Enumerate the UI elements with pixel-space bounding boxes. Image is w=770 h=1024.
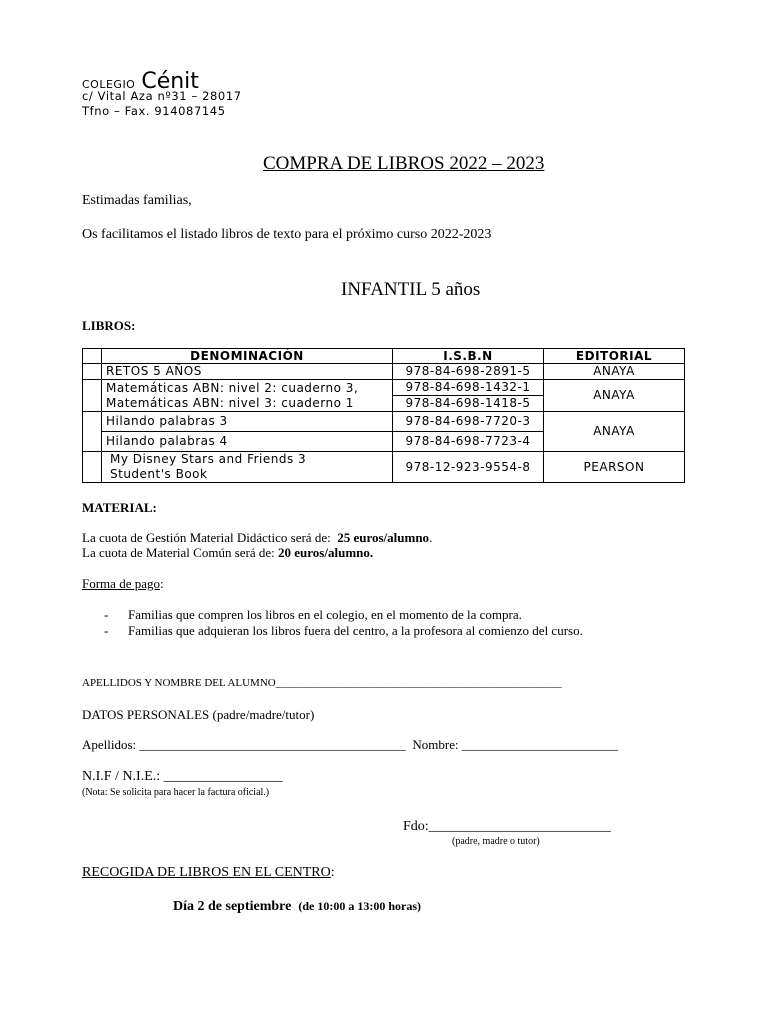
book-name-line: Matemáticas ABN: nivel 3: cuaderno 1 [106, 395, 354, 410]
fee-suffix: . [429, 530, 433, 545]
list-dash: - [104, 623, 109, 638]
book-editorial: ANAYA [544, 412, 685, 452]
table-row [83, 380, 685, 396]
book-name: Hilando palabras 4 [102, 432, 393, 452]
course-level: INFANTIL 5 años [341, 279, 481, 300]
student-name-line: ____________________________________________________ [275, 677, 562, 689]
student-name-label: APELLIDOS Y NOMBRE DEL ALUMNO [82, 677, 276, 689]
signature-field [403, 819, 611, 835]
pickup-date [173, 899, 421, 915]
signature-note: (padre, madre o tutor) [452, 836, 540, 847]
header-editorial: EDITORIAL [544, 349, 685, 364]
table-row [83, 412, 685, 432]
table-cell-blank [83, 349, 102, 364]
book-isbn: 978-84-698-7723-4 [393, 432, 544, 452]
name-label: Nombre: [412, 737, 459, 752]
libros-heading: LIBROS: [82, 318, 136, 333]
table-cell-blank [83, 452, 102, 483]
surnames-field [82, 737, 618, 753]
signature-label: Fdo: [403, 819, 429, 834]
book-name [102, 452, 393, 483]
fee-amount: 20 euros/alumno. [278, 545, 374, 560]
table-cell-blank [83, 412, 102, 452]
name-line: ________________________ [461, 737, 618, 752]
personal-data-heading: DATOS PERSONALES (padre/madre/tutor) [82, 707, 315, 722]
table-row [83, 452, 685, 483]
payment-heading-colon: : [159, 576, 164, 591]
school-address: c/ Vital Aza nº31 – 28017 [82, 89, 242, 103]
nif-note: (Nota: Se solicita para hacer la factura oficial.) [82, 787, 270, 798]
signature-line: __________________________ [428, 819, 611, 834]
book-editorial: ANAYA [544, 364, 685, 380]
table-header-row [83, 349, 685, 364]
book-isbn: 978-84-698-1418-5 [393, 396, 544, 412]
pickup-heading-colon: : [330, 865, 335, 880]
pickup-heading-text: RECOGIDA DE LIBROS EN EL CENTRO [82, 865, 331, 880]
surnames-label: Apellidos: [82, 737, 137, 752]
table-cell-blank [83, 380, 102, 412]
greeting: Estimadas familias, [82, 193, 192, 208]
nif-line: _________________ [163, 769, 283, 784]
book-name-line: My Disney Stars and Friends 3 [110, 452, 307, 466]
book-name-line: Student's Book [110, 467, 208, 481]
payment-option: Familias que compren los libros en el colegio, en el momento de la compra. [128, 607, 522, 622]
payment-option: Familias que adquieran los libros fuera del centro, a la profesora al comienzo del curso. [128, 623, 583, 638]
material-fee-line-2 [82, 545, 373, 561]
header-isbn: I.S.B.N [393, 349, 544, 364]
fee-label: La cuota de Gestión Material Didáctico será de: [82, 530, 331, 545]
intro-text: Os facilitamos el listado libros de texto para el próximo curso 2022-2023 [82, 227, 492, 242]
book-editorial: ANAYA [544, 380, 685, 412]
pickup-hours: (de 10:00 a 13:00 horas) [298, 899, 421, 913]
fee-label: La cuota de Material Común será de: [82, 545, 275, 560]
book-isbn: 978-84-698-7720-3 [393, 412, 544, 432]
book-editorial: PEARSON [544, 452, 685, 483]
header-denominacion: DENOMINACIÓN [102, 349, 393, 364]
book-isbn: 978-84-698-1432-1 [393, 380, 544, 396]
payment-heading [82, 576, 164, 592]
book-name: Hilando palabras 3 [102, 412, 393, 432]
payment-heading-text: Forma de pago [82, 576, 160, 591]
fee-amount: 25 euros/alumno [337, 530, 430, 545]
table-cell-blank [83, 364, 102, 380]
school-name: Cénit [141, 69, 199, 94]
pickup-day: Día 2 de septiembre [173, 899, 292, 914]
book-isbn: 978-84-698-2891-5 [393, 364, 544, 380]
book-name-line: Matemáticas ABN: nivel 2: cuaderno 3, [106, 380, 359, 395]
table-row [83, 364, 685, 380]
page-title: COMPRA DE LIBROS 2022 – 2023 [263, 153, 545, 174]
school-phone: Tfno – Fax. 914087145 [82, 104, 226, 118]
book-isbn: 978-12-923-9554-8 [393, 452, 544, 483]
student-name-field [82, 677, 562, 689]
school-label: COLEGIO [82, 78, 136, 91]
book-name: RETOS 5 AÑOS [102, 364, 393, 380]
books-table [82, 348, 685, 483]
nif-label: N.I.F / N.I.E.: [82, 769, 161, 784]
material-fee-line-1 [82, 530, 432, 546]
list-dash: - [104, 607, 109, 622]
pickup-heading [82, 865, 335, 881]
nif-field [82, 769, 283, 785]
surnames-line: _________________________________________ [139, 737, 406, 752]
book-name [102, 380, 393, 412]
material-heading: MATERIAL: [82, 500, 157, 515]
